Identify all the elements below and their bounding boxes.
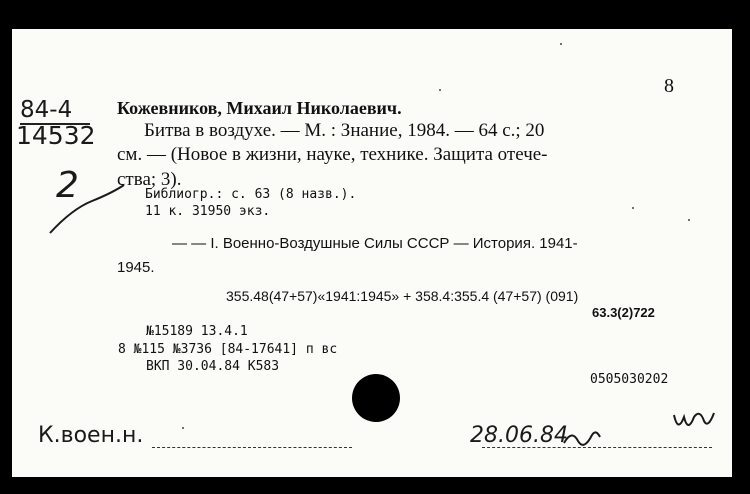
speck [439,89,441,91]
bbk-index: 63.3(2)722 [592,305,655,320]
card-number: 8 [664,75,674,97]
call-number-bottom: 14532 [16,121,96,150]
bottom-dashed-rule-left [152,447,352,448]
catalog-card [12,29,732,477]
speck [632,207,634,209]
title-line-2: см. — (Новое в жизни, науке, технике. Защита отече- [117,144,548,165]
reference-line-3: ВКП 30.04.84 К583 [146,359,280,374]
handwritten-initials [672,407,716,437]
subject-line-2: 1945. [117,259,155,276]
reference-line-1: №15189 13.4.1 [146,324,248,339]
reference-line-2: 8 №115 №3736 [84-17641] п вс [118,342,338,357]
price-run: 11 к. 31950 экз. [145,204,271,219]
title-line-3: ства; 3). [117,169,182,190]
speck [688,219,690,221]
speck [560,43,562,45]
handwritten-mark: 2 [56,165,79,206]
udc-index: 355.48(47+57)«1941:1945» + 358.4:355.4 (47+57) (091) [226,288,579,304]
handwritten-date: 28.06.84 [470,423,568,448]
call-number-top: 84-4 [20,97,73,123]
speck [182,427,184,429]
isbn-code: 0505030202 [590,372,669,387]
bibliography-note: Библиогр.: с. 63 (8 назв.). [145,187,357,202]
subject-line-1: — — I. Военно-Воздушные Силы СССР — История. 1941- [172,235,578,252]
author-heading: Кожевников, Михаил Николаевич. [117,98,402,118]
handwritten-stroke [42,179,132,239]
bottom-dashed-rule-right [482,447,712,448]
title-line-1: Битва в воздухе. — М. : Знание, 1984. — 64 с.; 20 [144,120,545,141]
handwritten-bottom-left: К.воен.н. [38,423,144,448]
punch-hole [352,374,400,422]
